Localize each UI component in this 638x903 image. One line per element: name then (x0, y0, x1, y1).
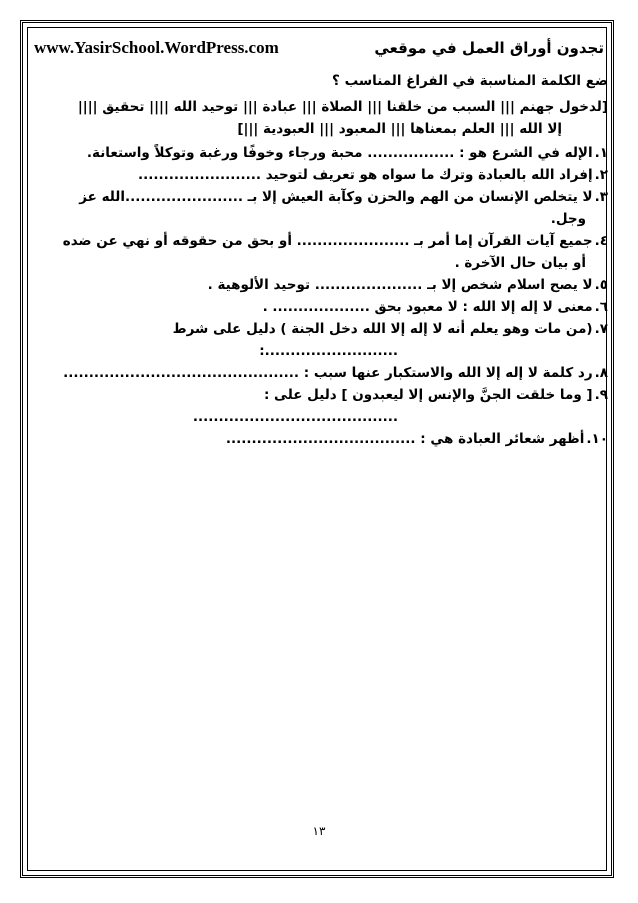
question-10 (30, 428, 608, 450)
question-text: لا يصح اسلام شخص إلا بـ ..................... توحيد الألوهية . (207, 277, 593, 293)
question-text: [ وما خلقت الجنَّ والإنس إلا ليعبدون ] دليل على : (263, 387, 593, 403)
header-title: تجدون أوراق العمل في موقعي (374, 39, 604, 57)
question-text: جميع آيات القرآن إما أمر بـ ...................... أو بحق من حقوقه أو نهي عن ضده (62, 233, 593, 249)
question-number: ١. (594, 145, 608, 161)
question-text: الإله في الشرع هو : ................. محبة ورجاء وخوفًا ورغبة وتوكلاً واستعانة. (86, 145, 593, 161)
question-number: ٦. (594, 299, 608, 315)
worksheet-content (30, 70, 608, 450)
question-3 (30, 186, 608, 230)
question-7 (30, 318, 608, 362)
question-8 (30, 362, 608, 384)
question-number: ٥. (594, 277, 608, 293)
question-5 (30, 274, 608, 296)
question-text: معنى لا إله إلا الله : لا معبود بحق ................... . (262, 299, 593, 315)
question-text: لا يتخلص الإنسان من الهم والحزن وكآبة العيش إلا بـ .......................الله عز (79, 189, 593, 205)
question-4 (30, 230, 608, 274)
question-6 (30, 296, 608, 318)
word-bank-line-2: إلا الله ||| العلم بمعناها ||| المعبود ||| العبودية |||] (237, 121, 562, 137)
website-url[interactable]: www.YasirSchool.WordPress.com (34, 38, 279, 57)
question-number: ٢. (594, 167, 608, 183)
question-9 (30, 384, 608, 428)
question-text: (من مات وهو يعلم أنه لا إله إلا الله دخل الجنة ) دليل على شرط (172, 321, 593, 337)
question-number: ٧. (594, 321, 608, 337)
question-number: ٣. (594, 189, 608, 205)
question-continuation: أو بيان حال الآخرة . (454, 255, 586, 271)
question-number: ٩. (594, 387, 608, 403)
question-number: ٤. (594, 233, 608, 249)
question-continuation: وجل. (550, 211, 586, 227)
question-continuation: ........................................ (192, 409, 398, 425)
page-header (34, 36, 604, 60)
question-text: إفراد الله بالعبادة وترك ما سواه هو تعريف لتوحيد ........................ (137, 167, 593, 183)
page-number: ١٣ (312, 824, 326, 838)
question-1 (30, 142, 608, 164)
word-bank-line-1: [لدخول جهنم ||| السبب من خلقنا ||| الصلاة ||| عبادة ||| توحيد الله |||| تحقيق |||| (77, 99, 608, 115)
question-number: ٨. (594, 365, 608, 381)
question-continuation: ..........................: (259, 343, 398, 359)
question-text: أظهر شعائر العبادة هي : ..................................... (225, 431, 585, 447)
question-2 (30, 164, 608, 186)
question-number: ١٠. (586, 431, 608, 447)
question-text: رد كلمة لا إله إلا الله والاستكبار عنها سبب : .............................................. (63, 365, 593, 381)
instruction-text: ضع الكلمة المناسبة في الفراغ المناسب ؟ (332, 73, 608, 89)
word-bank (30, 96, 608, 140)
